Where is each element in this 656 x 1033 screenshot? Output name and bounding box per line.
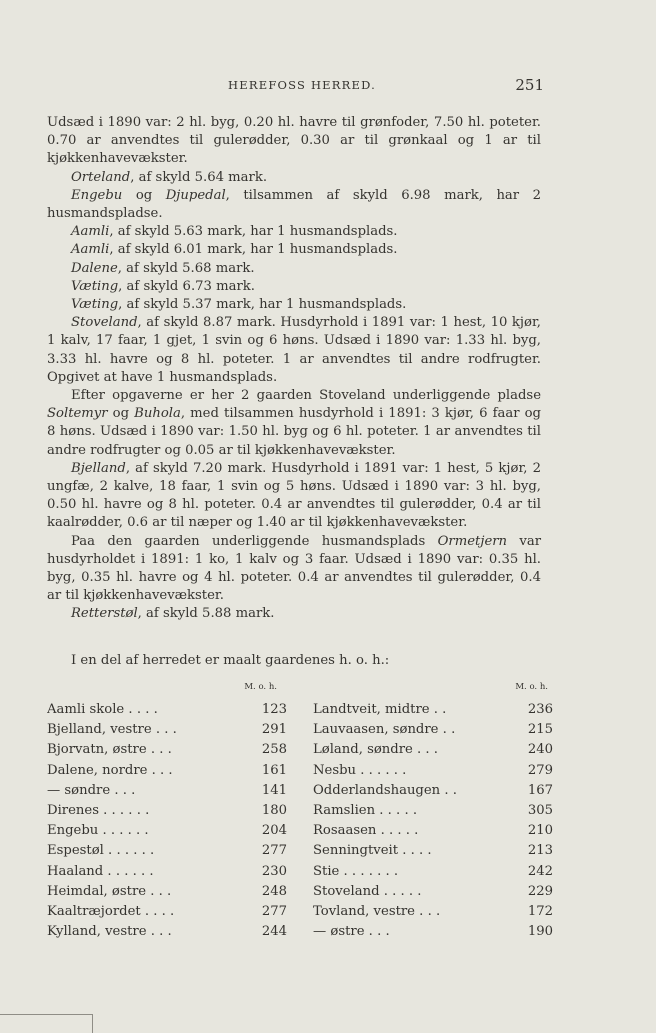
table-row (313, 882, 553, 902)
farm-name-cell: Landtveit, midtre . . (313, 702, 447, 717)
paragraph-text: , af skyld 5.68 mark. (117, 260, 255, 276)
altitude-value-cell: 210 (527, 823, 553, 839)
altitude-value-cell: 180 (261, 802, 287, 818)
table-row (313, 781, 553, 801)
farm-name-cell: Tovland, vestre . . . (313, 903, 441, 919)
farm-name: Retterstøl (71, 606, 138, 622)
table-row (313, 902, 553, 922)
farm-name: Bjelland (71, 460, 126, 476)
table-row (47, 841, 287, 861)
farm-name-cell: Haaland . . . . . . (47, 863, 154, 879)
table-row (313, 841, 553, 861)
paragraph-text: , af skyld 8.87 mark. Husdyrhold i 1891 var: 1 hest, 10 kjør, 1 kalv, 17 faar, 1 gjet, 1 svin og 6 høns. Udsæd i 1890 var: 1.33 hl. byg, 3.33 hl. havre og 8 hl. poteter. 1 ar anvendtes til andre rodfrugter. Opgivet at have 1 husmandsplads. (47, 315, 541, 385)
farm-name: Dalene (71, 260, 118, 276)
paragraph (47, 169, 541, 187)
paragraph-text: , af skyld 7.20 mark. Husdyrhold i 1891 var: 1 hest, 5 kjør, 2 ungfæ, 2 kalve, 18 faar, 1 svin og 5 høns. Udsæd i 1890 var: 3 hl. byg, 0.50 hl. havre og 8 hl. poteter. 0.4 ar anvendtes til gulerødder, 0.4 ar til kaalrødder, 0.6 ar til næper og 1.40 ar til kjøkkenhavevækster. (47, 460, 541, 531)
table-row (313, 720, 553, 740)
paragraph (47, 314, 541, 387)
body-text (47, 114, 541, 624)
farm-name-cell: Ramslien . . . . . (313, 802, 418, 818)
farm-name-cell: Direnes . . . . . . (47, 802, 150, 818)
table-row (313, 700, 553, 720)
column-header (313, 682, 553, 700)
paragraph (47, 296, 541, 314)
farm-name: Aamli (71, 242, 110, 258)
altitude-value-cell: 172 (527, 903, 553, 919)
altitude-table-left (47, 682, 287, 942)
farm-name-cell: Dalene, nordre . . . (47, 762, 173, 778)
altitude-value-cell: 244 (261, 924, 287, 940)
farm-name-cell: Rosaasen . . . . . (313, 823, 419, 839)
farm-name-cell: Bjelland, vestre . . . (47, 722, 177, 738)
farm-name-cell: Kaaltræjordet . . . . (47, 903, 175, 919)
paragraph-text: , af skyld 5.63 mark, har 1 husmandsplads. (109, 224, 398, 240)
table-row (47, 740, 287, 760)
paragraph (47, 223, 541, 241)
farm-name-cell: Kylland, vestre . . . (47, 924, 172, 940)
paragraph-text: , af skyld 5.64 mark. (130, 169, 268, 185)
paragraph (47, 460, 541, 533)
table-row (47, 720, 287, 740)
table-row (47, 700, 287, 720)
paragraph-text: , af skyld 5.88 mark. (137, 606, 275, 622)
altitude-value-cell: 277 (261, 903, 287, 919)
altitude-value-cell: 277 (261, 843, 287, 859)
farm-name: Stoveland (71, 315, 138, 331)
paragraph-text: , af skyld 6.73 mark. (118, 278, 255, 294)
paragraph (47, 533, 541, 606)
altitude-table-right (313, 682, 553, 942)
farm-name: Soltemyr (47, 406, 108, 422)
table-row (47, 801, 287, 821)
farm-name-cell: Stie . . . . . . . (313, 863, 399, 879)
farm-name-cell: Løland, søndre . . . (313, 742, 438, 758)
farm-name-cell: Stoveland . . . . . (313, 883, 422, 899)
paragraph (47, 387, 541, 460)
farm-name: Væting (71, 278, 119, 294)
farm-name-cell: Nesbu . . . . . . (313, 762, 407, 778)
table-intro: I en del af herredet er maalt gaardenes h. o. h.: (71, 653, 390, 668)
table-row (313, 761, 553, 781)
unit-label: M. o. h. (515, 682, 548, 692)
altitude-value-cell: 141 (261, 782, 287, 798)
table-row (313, 922, 553, 942)
altitude-value-cell: 161 (261, 762, 287, 778)
farm-name: Buhola (134, 406, 181, 422)
paragraph (47, 278, 541, 296)
farm-name-cell: Heimdal, østre . . . (47, 883, 172, 899)
farm-name: Væting (71, 297, 119, 313)
farm-name: Orteland (71, 169, 131, 185)
altitude-value-cell: 242 (527, 863, 553, 879)
altitude-value-cell: 215 (527, 722, 553, 738)
table-row (47, 862, 287, 882)
table-row (313, 821, 553, 841)
column-header (47, 682, 287, 700)
farm-name: Engebu (71, 187, 123, 203)
farm-name-cell: Bjorvatn, østre . . . (47, 742, 172, 758)
altitude-value-cell: 167 (527, 782, 553, 798)
farm-name-cell: Lauvaasen, søndre . . (313, 722, 456, 738)
table-row (313, 862, 553, 882)
altitude-value-cell: 230 (261, 863, 287, 879)
paragraph-text: Paa den gaarden underliggende husmandsplads (71, 533, 438, 549)
paragraph-text: var husdyrholdet i 1891: 1 ko, 1 kalv og 3 faar. Udsæd i 1890 var: 0.35 hl. byg, 0.35 hl. havre og 4 hl. poteter. 0.4 ar anvendtes til gulerødder, 0.4 ar til kjøkkenhavevækster. (47, 533, 542, 604)
paragraph-text: Efter opgaverne er her 2 gaarden Stoveland underliggende pladse (71, 388, 541, 404)
paragraph (47, 605, 541, 623)
paragraph-text: , med tilsammen husdyrhold i 1891: 3 kjør, 6 faar og 8 høns. Udsæd i 1890 var: 1.50 hl. byg og 6 hl. poteter. 1 ar anvendtes til andre rodfrugter og 0.05 ar til kjøkkenhavevækster. (47, 406, 542, 458)
farm-name: Ormetjern (437, 533, 508, 549)
altitude-value-cell: 291 (261, 722, 287, 738)
paragraph-text: , af skyld 5.37 mark, har 1 husmandsplads. (118, 297, 407, 313)
altitude-value-cell: 123 (261, 702, 287, 717)
table-row (313, 740, 553, 760)
paragraph-text: og (107, 406, 135, 422)
table-row (47, 781, 287, 801)
table-row (47, 922, 287, 942)
farm-name-cell: — søndre . . . (47, 782, 136, 798)
unit-label: M. o. h. (244, 682, 277, 692)
paragraph (47, 114, 541, 169)
altitude-value-cell: 248 (261, 883, 287, 899)
paragraph-text: Udsæd i 1890 var: 2 hl. byg, 0.20 hl. havre til grønfoder, 7.50 hl. poteter. 0.70 ar anvendtes til gulerødder, 0.30 ar til grønkaal og 1 ar til kjøkkenhavevækster. (47, 115, 541, 167)
altitude-value-cell: 204 (261, 823, 287, 839)
altitude-value-cell: 240 (527, 742, 553, 758)
table-row (313, 801, 553, 821)
table-row (47, 902, 287, 922)
table-row (47, 882, 287, 902)
altitude-value-cell: 258 (261, 742, 287, 758)
page-number: 251 (515, 76, 544, 94)
altitude-value-cell: 236 (527, 702, 553, 717)
farm-name-cell: Engebu . . . . . . (47, 823, 149, 839)
running-header: HEREFOSS HERRED. (228, 78, 376, 92)
table-row (47, 821, 287, 841)
paragraph-text: , tilsammen af skyld 6.98 mark, har 2 husmandspladse. (47, 187, 542, 222)
paragraph (47, 260, 541, 278)
altitude-value-cell: 190 (527, 924, 553, 940)
farm-name: Aamli (71, 224, 110, 240)
farm-name-cell: Odderlandshaugen . . (313, 782, 457, 798)
farm-name-cell: — østre . . . (313, 924, 390, 940)
altitude-value-cell: 279 (527, 762, 553, 778)
altitude-value-cell: 305 (527, 802, 553, 818)
farm-name-cell: Aamli skole . . . . (47, 702, 158, 717)
altitude-value-cell: 229 (527, 883, 553, 899)
altitude-value-cell: 213 (527, 843, 553, 859)
farm-name-cell: Senningtveit . . . . (313, 843, 432, 859)
paragraph (47, 241, 541, 259)
paragraph-text: og (122, 187, 166, 203)
table-row (47, 761, 287, 781)
paragraph-text: , af skyld 6.01 mark, har 1 husmandsplads. (109, 242, 398, 258)
farm-name-cell: Espestøl . . . . . . (47, 843, 155, 859)
page-corner-line (0, 1014, 93, 1033)
paragraph (47, 187, 541, 223)
farm-name: Djupedal (165, 187, 226, 203)
